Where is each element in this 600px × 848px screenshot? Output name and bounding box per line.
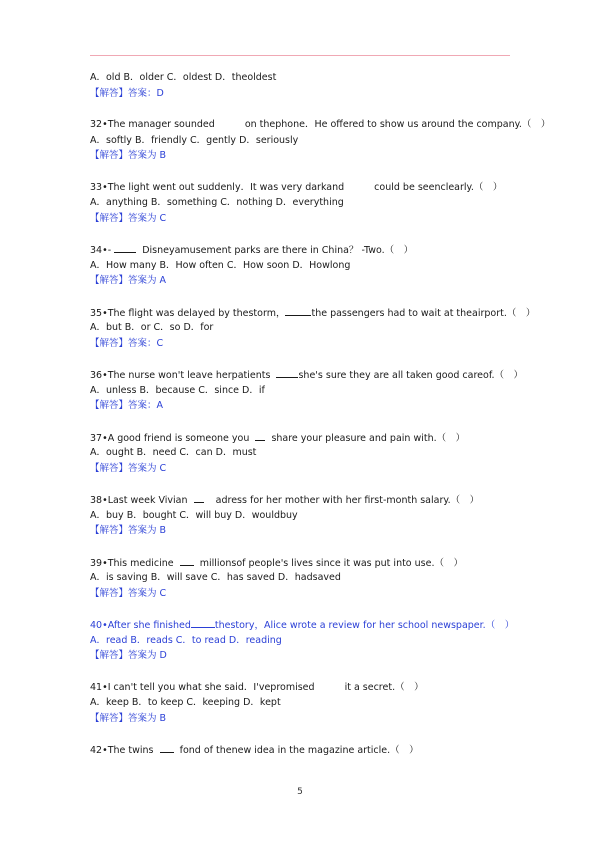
q37-answer: 【解答】答案为 C <box>90 462 167 474</box>
q40-options: A．read B．reads C．to read D．reading <box>90 634 282 646</box>
q34-stem: 34•- Disneyamusement parks are there in China？ -Two.（ ） <box>90 242 520 258</box>
q33-answer: 【解答】答案为 C <box>90 212 167 224</box>
q32-answer: 【解答】答案为 B <box>90 150 167 161</box>
q37-options: A．ought B．need C．can D．must <box>90 447 257 458</box>
answer-blank <box>180 555 194 566</box>
q35-stem: 35•The flight was delayed by thestorm， the passengers had to wait at theairport.（ ） <box>90 305 520 321</box>
q36-stem: 36•The nurse won't leave herpatients she's sure they are all taken good careof.（ ） <box>90 367 520 383</box>
q35-options: A．but B．or C．so D．for <box>90 322 214 333</box>
q38-options: A．buy B．bought C．will buy D．wouldbuy <box>90 509 298 521</box>
q42-stem: 42•The twins fond of thenew idea in the magazine article.（ ） <box>90 742 520 758</box>
q37-stem: 37•A good friend is someone you share your pleasure and pain with.（ ） <box>90 430 520 446</box>
q34-answer: 【解答】答案为 A <box>90 275 167 286</box>
answer-blank <box>285 305 311 316</box>
q38-answer: 【解答】答案为 B <box>90 525 167 536</box>
q36-answer: 【解答】答案：A <box>90 400 163 411</box>
answer-blank <box>191 617 215 628</box>
q36-options: A．unless B．because C．since D．if <box>90 384 265 396</box>
answer-blank <box>194 492 204 503</box>
q31-answer: 【解答】答案：D <box>90 87 164 99</box>
answer-blank <box>255 430 265 441</box>
q38-stem: 38•Last week Vivian adress for her mother with her first-month salary.（ ） <box>90 492 520 508</box>
q32-stem: 32•The manager sounded on thephone．He offered to show us around the company.（ ） <box>90 119 551 130</box>
q34-options: A．How many B．How often C．How soon D．Howlong <box>90 259 351 271</box>
q39-answer: 【解答】答案为 C <box>90 587 167 599</box>
q32-options: A．softly B．friendly C．gently D．seriously <box>90 134 299 146</box>
q41-options: A．keep B．to keep C．keeping D．kept <box>90 697 281 708</box>
answer-blank <box>160 742 174 753</box>
page-number: 5 <box>297 787 303 797</box>
q39-options: A．is saving B．will save C．has saved D．hadsaved <box>90 572 341 583</box>
q33-stem: 33•The light went out suddenly．It was very darkand could be seenclearly.（ ） <box>90 181 503 193</box>
answer-blank <box>114 242 136 253</box>
q35-answer: 【解答】答案：C <box>90 337 164 349</box>
q41-answer: 【解答】答案为 B <box>90 712 167 724</box>
q40-answer: 【解答】答案为 D <box>90 650 167 661</box>
q40-stem: 40•After she finished thestory，Alice wrote a review for her school newspaper.（ ） <box>90 617 520 633</box>
answer-blank <box>276 367 298 378</box>
q33-options: A．anything B．something C．nothing D．everything <box>90 197 344 208</box>
q39-stem: 39•This medicine millionsof people's lives since it was put into use.（ ） <box>90 555 520 571</box>
question-list <box>90 70 551 758</box>
q41-stem: 41•I can't tell you what she said．I'vepromised it a secret.（ ） <box>90 681 424 693</box>
q31-options: A．old B．older C．oldest D．theoldest <box>90 72 277 83</box>
header-rule <box>90 55 510 56</box>
